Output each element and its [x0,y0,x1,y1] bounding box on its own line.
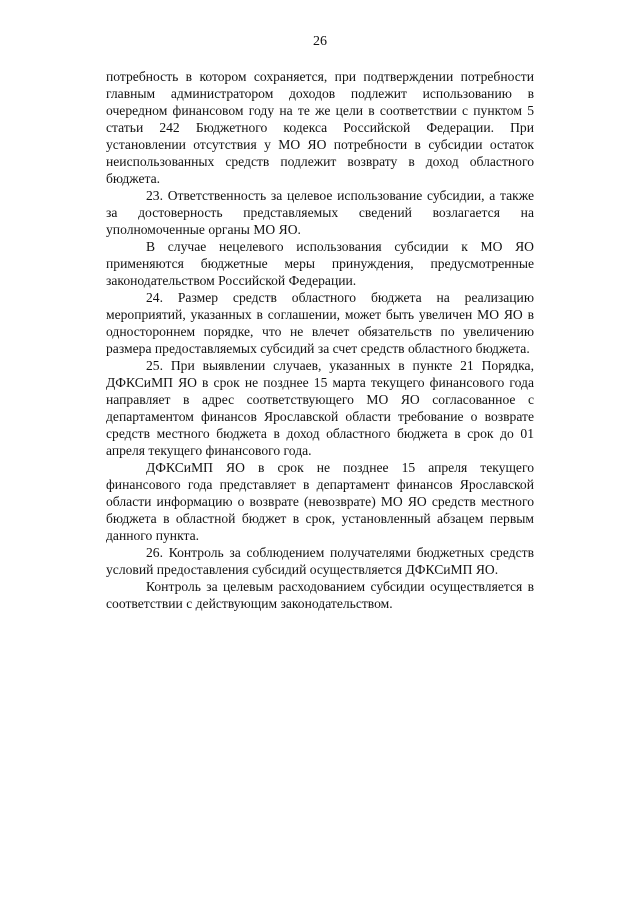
paragraph-item-24: 24. Размер средств областного бюджета на реализацию мероприятий, указанных в соглашении, может быть увеличен МО ЯО в одностороннем порядке, что не влечет обязательств по увеличению размера предоставляемых субсидий за счет средств областного бюджета. [106,290,534,356]
document-body [106,68,534,612]
page-number: 26 [313,34,327,49]
paragraph-target-control: Контроль за целевым расходованием субсидии осуществляется в соответствии с действующим законодательством. [106,579,534,611]
paragraph-continued: потребность в котором сохраняется, при подтверждении потребности главным администратором доходов подлежит использованию в очередном финансовом году на те же цели в соответствии с пунктом 5 статьи 242 Бюджетного кодекса Российской Федерации. При установлении отсутствия у МО ЯО потребности в субсидии остаток неиспользованных средств подлежит возврату в доход областного бюджета. [106,69,534,186]
paragraph-misuse-measures: В случае нецелевого использования субсидии к МО ЯО применяются бюджетные меры принуждения, предусмотренные законодательством Российской Федерации. [106,239,534,288]
paragraph-item-26: 26. Контроль за соблюдением получателями бюджетных средств условий предоставления субсидий осуществляется ДФКСиМП ЯО. [106,545,534,577]
paragraph-item-23: 23. Ответственность за целевое использование субсидии, а также за достоверность представляемых сведений возлагается на уполномоченные органы МО ЯО. [106,188,534,237]
paragraph-item-25: 25. При выявлении случаев, указанных в пункте 21 Порядка, ДФКСиМП ЯО в срок не позднее 15 марта текущего финансового года направляет в адрес соответствующего МО ЯО согласованное с департаментом финансов Ярославской области требование о возврате средств местного бюджета в доход областного бюджета в срок до 01 апреля текущего финансового года. [106,358,534,458]
paragraph-return-info: ДФКСиМП ЯО в срок не позднее 15 апреля текущего финансового года представляет в департамент финансов Ярославской области информацию о возврате (невозврате) МО ЯО средств местного бюджета в областной бюджет в срок, установленный абзацем первым данного пункта. [106,460,534,543]
